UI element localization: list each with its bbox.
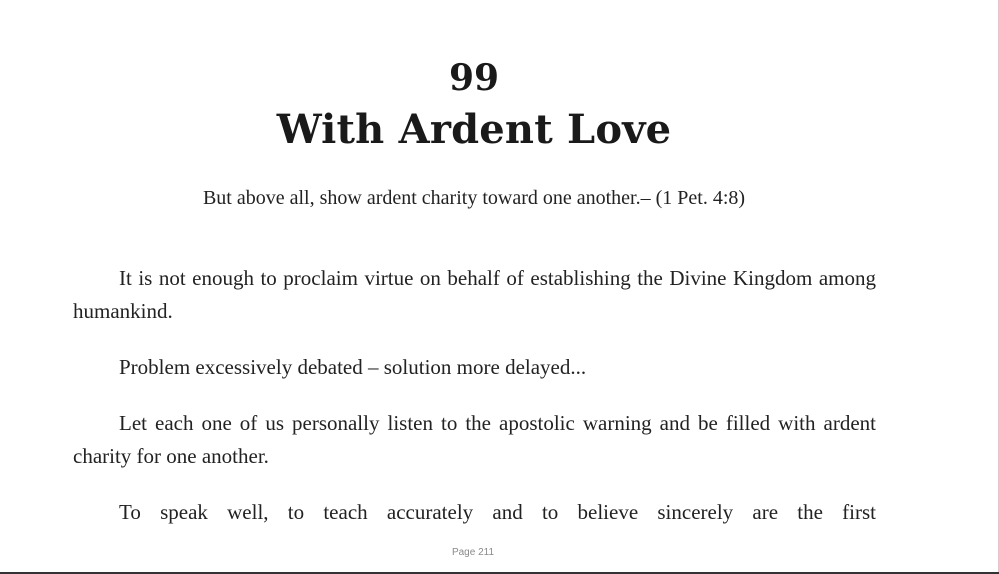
paragraph: To speak well, to teach accurately and to believe sincerely are the first: [119, 500, 876, 524]
paragraph: It is not enough to proclaim virtue on behalf of establishing the Divine Kingdom among humankind.: [73, 266, 876, 323]
chapter-number: 99: [448, 57, 500, 99]
paragraph: Problem excessively debated – solution more delayed...: [119, 355, 587, 379]
paragraph: Let each one of us personally listen to the apostolic warning and be filled with ardent charity for one another.: [73, 411, 876, 468]
body-text: [73, 262, 876, 552]
epigraph-quote: But above all, show ardent charity toward one another.– (1 Pet. 4:8): [202, 187, 746, 209]
chapter-title: With Ardent Love: [276, 106, 672, 153]
page-number: Page 211: [451, 547, 495, 558]
